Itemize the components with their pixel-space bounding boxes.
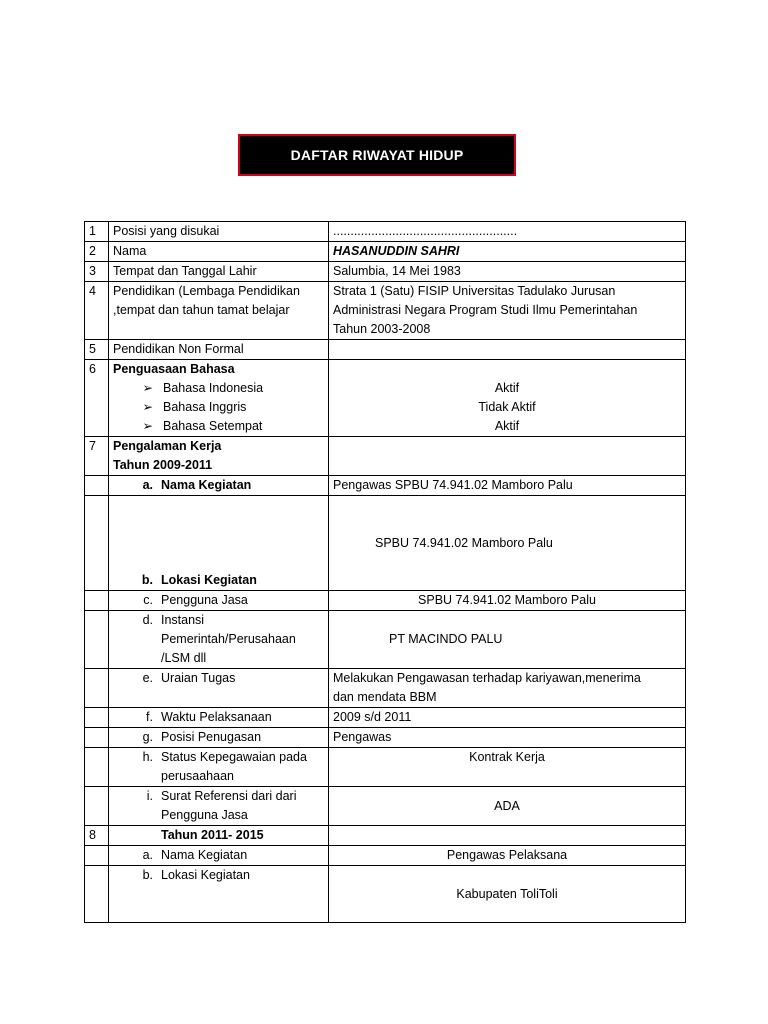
arrow-bullet-icon: ➢ — [142, 381, 153, 395]
row-value: ADA — [329, 787, 686, 826]
row-number: 7 — [85, 437, 109, 476]
row-label — [109, 708, 329, 728]
arrow-bullet-icon: ➢ — [142, 400, 153, 414]
arrow-bullet-icon: ➢ — [142, 419, 153, 433]
label-line: Pendidikan (Lembaga Pendidikan — [113, 284, 300, 298]
table-row — [85, 222, 686, 242]
row-number — [85, 728, 109, 748]
row-number — [85, 748, 109, 787]
row-number: 3 — [85, 262, 109, 282]
label-line: Tahun 2009-2011 — [113, 458, 213, 472]
value-line: Strata 1 (Satu) FISIP Universitas Tadulako Jurusan — [333, 284, 616, 298]
table-row — [85, 591, 686, 611]
item-label: Pemerintah/Perusahaan — [161, 632, 296, 646]
row-value: SPBU 74.941.02 Mamboro Palu — [329, 591, 686, 611]
row-label — [109, 496, 329, 591]
language-item — [113, 398, 324, 417]
row-value: ..................................................... — [329, 222, 686, 242]
item-letter: a. — [142, 848, 153, 862]
table-row — [85, 476, 686, 496]
item-letter: a. — [142, 478, 153, 492]
table-row — [85, 611, 686, 669]
value-line: Melakukan Pengawasan terhadap kariyawan,menerima — [333, 671, 641, 685]
section-label: Penguasaan Bahasa — [113, 362, 235, 376]
row-number — [85, 787, 109, 826]
item-label: Status Kepegawaian pada — [161, 750, 307, 764]
item-letter: b. — [142, 868, 153, 882]
row-value: Pengawas — [329, 728, 686, 748]
item-letter: e. — [142, 671, 153, 685]
cv-table — [84, 221, 686, 923]
row-number: 4 — [85, 282, 109, 340]
row-value — [329, 496, 686, 591]
row-value — [329, 611, 686, 669]
row-value — [329, 826, 686, 846]
row-number — [85, 846, 109, 866]
row-label: Tempat dan Tanggal Lahir — [109, 262, 329, 282]
spacer — [333, 360, 681, 379]
row-value: Pengawas SPBU 74.941.02 Mamboro Palu — [329, 476, 686, 496]
table-row — [85, 360, 686, 437]
item-letter: i. — [146, 789, 153, 803]
item-label: Pengguna Jasa — [161, 808, 248, 822]
value-line: Tahun 2003-2008 — [333, 322, 431, 336]
row-label: Posisi yang disukai — [109, 222, 329, 242]
table-row — [85, 866, 686, 923]
row-number — [85, 866, 109, 923]
row-label — [109, 787, 329, 826]
table-row — [85, 496, 686, 591]
table-row — [85, 787, 686, 826]
row-label — [109, 282, 329, 340]
table-row — [85, 437, 686, 476]
row-number: 8 — [85, 826, 109, 846]
item-label: Waktu Pelaksanaan — [161, 710, 272, 724]
table-row — [85, 748, 686, 787]
label-line: ,tempat dan tahun tamat belajar — [113, 303, 290, 317]
row-value — [329, 282, 686, 340]
row-label — [109, 437, 329, 476]
item-letter: f. — [146, 710, 153, 724]
row-value: Salumbia, 14 Mei 1983 — [329, 262, 686, 282]
row-number — [85, 496, 109, 591]
value-text: SPBU 74.941.02 Mamboro Palu — [375, 535, 553, 550]
row-number: 6 — [85, 360, 109, 437]
row-label — [109, 866, 329, 923]
name-value: HASANUDDIN SAHRI — [329, 242, 686, 262]
item-label: Nama Kegiatan — [161, 848, 248, 862]
row-value: Kabupaten ToliToli — [329, 866, 686, 923]
table-row — [85, 340, 686, 360]
row-label — [109, 826, 329, 846]
row-label — [109, 728, 329, 748]
language-level: Tidak Aktif — [478, 400, 536, 414]
item-letter: h. — [142, 750, 153, 764]
table-row — [85, 708, 686, 728]
item-label: Posisi Penugasan — [161, 730, 262, 744]
table-row — [85, 282, 686, 340]
row-label — [109, 360, 329, 437]
row-number — [85, 708, 109, 728]
item-label: Nama Kegiatan — [161, 478, 252, 492]
item-label: Pengguna Jasa — [161, 593, 248, 607]
item-label: /LSM dll — [161, 651, 207, 665]
row-value: 2009 s/d 2011 — [329, 708, 686, 728]
row-number — [85, 611, 109, 669]
table-row — [85, 262, 686, 282]
table-row — [85, 846, 686, 866]
row-label — [109, 846, 329, 866]
item-label: Instansi — [161, 613, 205, 627]
table-row — [85, 826, 686, 846]
row-number: 1 — [85, 222, 109, 242]
item-letter: d. — [142, 613, 153, 627]
row-number: 2 — [85, 242, 109, 262]
language-name: Bahasa Indonesia — [163, 381, 264, 395]
row-value: Kontrak Kerja — [329, 748, 686, 787]
label-line: Pengalaman Kerja — [113, 439, 222, 453]
item-label: Lokasi Kegiatan — [161, 573, 257, 587]
row-value — [329, 340, 686, 360]
item-label: perusaahaan — [161, 769, 234, 783]
row-number — [85, 476, 109, 496]
row-number — [85, 591, 109, 611]
row-value — [329, 437, 686, 476]
row-label — [109, 748, 329, 787]
table-row — [85, 242, 686, 262]
row-value — [329, 669, 686, 708]
row-value: Pengawas Pelaksana — [329, 846, 686, 866]
language-name: Bahasa Inggris — [163, 400, 247, 414]
language-level: Aktif — [494, 419, 520, 433]
value-text: PT MACINDO PALU — [389, 632, 503, 646]
language-item — [113, 417, 324, 436]
section-label: Tahun 2011- 2015 — [161, 828, 264, 842]
row-number: 5 — [85, 340, 109, 360]
row-label — [109, 476, 329, 496]
row-value — [329, 360, 686, 437]
item-letter: c. — [143, 593, 153, 607]
item-label: Lokasi Kegiatan — [161, 868, 250, 882]
document-title: DAFTAR RIWAYAT HIDUP — [238, 134, 516, 176]
row-label — [109, 669, 329, 708]
value-line: dan mendata BBM — [333, 690, 437, 704]
row-label — [109, 591, 329, 611]
value-line: Administrasi Negara Program Studi Ilmu Pemerintahan — [333, 303, 638, 317]
table-row — [85, 669, 686, 708]
row-label: Nama — [109, 242, 329, 262]
row-number — [85, 669, 109, 708]
language-name: Bahasa Setempat — [163, 419, 263, 433]
language-item — [113, 379, 324, 398]
language-level: Aktif — [494, 381, 520, 395]
row-label — [109, 611, 329, 669]
table-row — [85, 728, 686, 748]
item-letter: b. — [141, 573, 153, 587]
item-letter: g. — [142, 730, 153, 744]
item-label: Surat Referensi dari dari — [161, 789, 297, 803]
row-label: Pendidikan Non Formal — [109, 340, 329, 360]
item-label: Uraian Tugas — [161, 671, 236, 685]
